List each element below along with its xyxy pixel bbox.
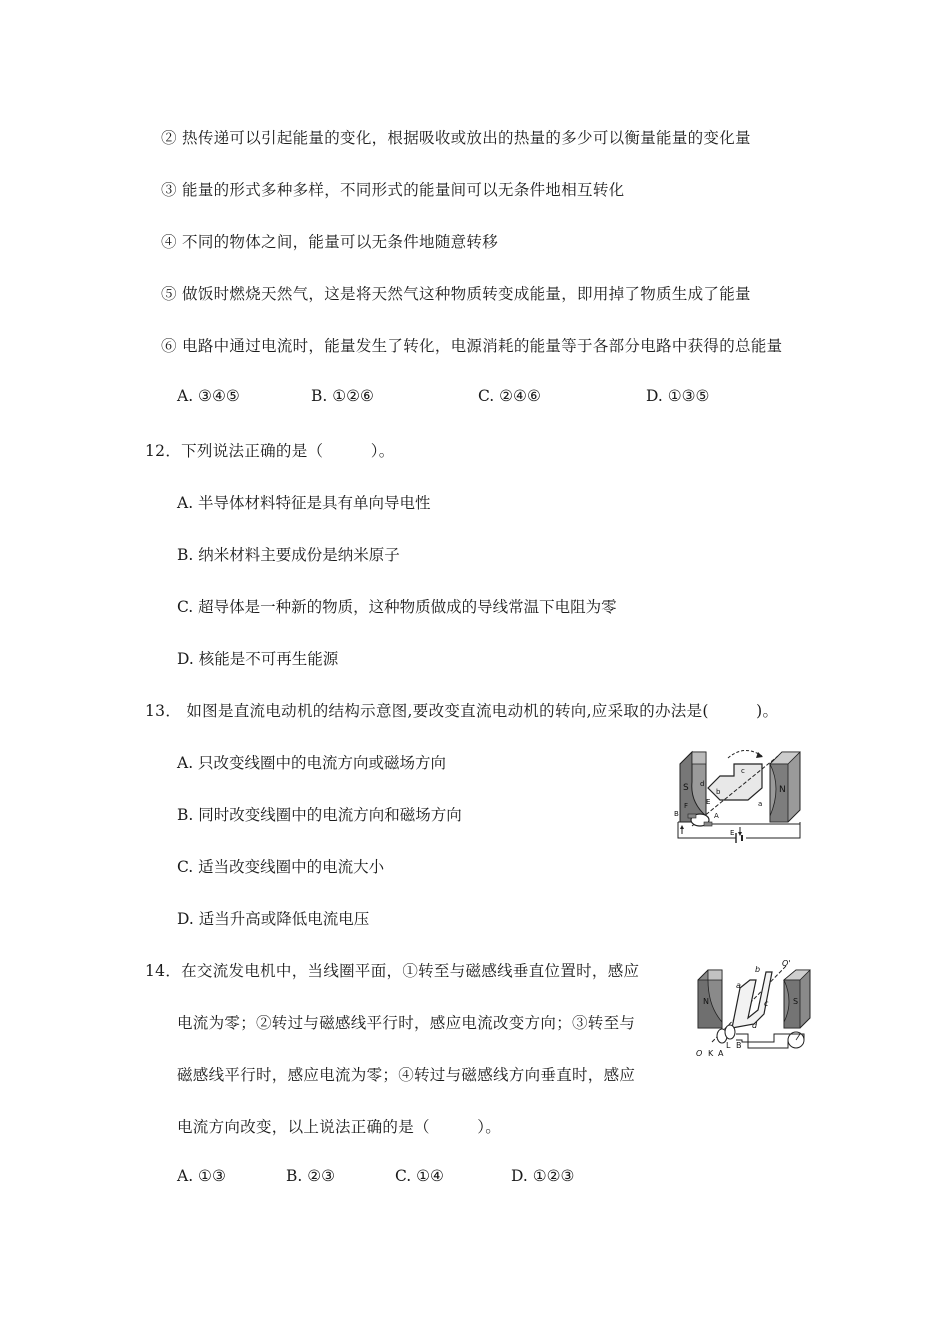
q11-statement-5: ⑤ 做饭时燃烧天然气，这是将天然气这种物质转变成能量，即用掉了物质生成了能量 [161, 285, 751, 303]
q11-option-b: B. ①②⑥ [311, 387, 374, 405]
label-a: a [758, 800, 763, 808]
q14-option-b: B. ②③ [286, 1167, 336, 1185]
label-f: F [684, 802, 689, 810]
q14-stem-line-4: 电流方向改变，以上说法正确的是（ ）。 [177, 1118, 502, 1136]
q14-option-d: D. ①②③ [511, 1167, 575, 1185]
label-brush-b: B [674, 810, 679, 818]
label-n: N [779, 785, 786, 795]
q14-stem-line-3: 磁感线平行时，感应电流为零；④转过与磁感线方向垂直时，感应 [177, 1066, 636, 1084]
q11-statement-3: ③ 能量的形式多种多样，不同形式的能量间可以无条件地相互转化 [161, 181, 625, 199]
q12-option-c: C. 超导体是一种新的物质，这种物质做成的导线常温下电阻为零 [177, 598, 617, 616]
q12-option-a: A. 半导体材料特征是具有单向导电性 [177, 494, 431, 512]
label-s: S [793, 997, 799, 1006]
q14-option-c: C. ①④ [395, 1167, 444, 1185]
q11-statement-4: ④ 不同的物体之间，能量可以无条件地随意转移 [161, 233, 499, 251]
label-o-prime: O' [782, 959, 791, 968]
q14-option-a: A. ①③ [177, 1167, 226, 1185]
q12-option-b: B. 纳米材料主要成份是纳米原子 [177, 546, 400, 564]
q13-option-a: A. 只改变线圈中的电流方向或磁场方向 [177, 754, 447, 772]
q14-stem-line-1: 14．在交流发电机中，当线圈平面，①转至与磁感线垂直位置时，感应 [145, 962, 640, 980]
q14-stem-line-2: 电流为零；②转过与磁感线平行时，感应电流改变方向；③转至与 [177, 1014, 636, 1032]
dc-motor-diagram [670, 742, 810, 846]
label-brush-a: A [718, 1049, 724, 1058]
label-c: c [764, 999, 769, 1008]
label-brush-a: A [714, 812, 719, 820]
label-brush-b: B [736, 1041, 742, 1050]
label-k: K [708, 1049, 714, 1058]
q12-stem: 12．下列说法正确的是（ ）。 [145, 442, 395, 460]
label-a: a [736, 981, 741, 990]
label-l: L [726, 1041, 731, 1050]
label-c: c [741, 767, 745, 775]
label-b: b [755, 965, 761, 974]
q13-option-c: C. 适当改变线圈中的电流大小 [177, 858, 385, 876]
label-b: b [716, 788, 721, 796]
slip-ring-l [725, 1025, 735, 1039]
label-e: E [706, 798, 711, 806]
q11-option-c: C. ②④⑥ [478, 387, 541, 405]
q11-statement-6: ⑥ 电路中通过电流时，能量发生了转化，电源消耗的能量等于各部分电路中获得的总能量 [161, 337, 783, 355]
q11-option-a: A. ③④⑤ [177, 387, 240, 405]
q13-stem: 13． 如图是直流电动机的结构示意图,要改变直流电动机的转向,应采取的办法是( )。 [145, 702, 779, 720]
ac-generator-diagram [692, 958, 816, 1058]
label-s: S [683, 783, 689, 793]
q13-option-d: D. 适当升高或降低电流电压 [177, 910, 370, 928]
q11-option-d: D. ①③⑤ [646, 387, 710, 405]
label-o: O [696, 1049, 703, 1058]
q13-option-b: B. 同时改变线圈中的电流方向和磁场方向 [177, 806, 462, 824]
label-d: d [752, 1021, 758, 1030]
q12-option-d: D. 核能是不可再生能源 [177, 650, 339, 668]
label-n: N [703, 997, 709, 1006]
label-battery-e: E [730, 829, 735, 837]
label-d: d [700, 780, 705, 788]
q11-statement-2: ② 热传递可以引起能量的变化，根据吸收或放出的热量的多少可以衡量能量的变化量 [161, 129, 751, 147]
